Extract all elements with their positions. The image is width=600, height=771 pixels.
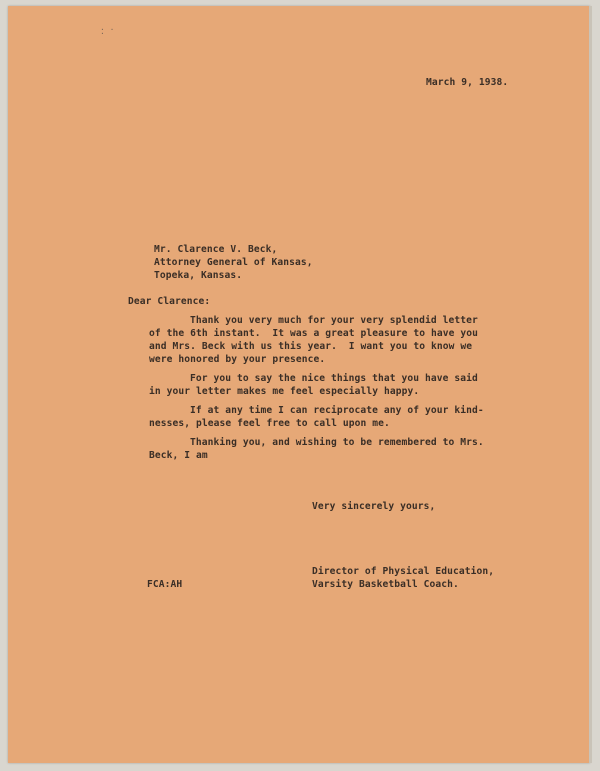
- body-line: For you to say the nice things that you have said: [190, 373, 478, 384]
- reference-initials: FCA:AH: [147, 579, 183, 590]
- body-line: Thanking you, and wishing to be remembered to Mrs.: [190, 437, 484, 448]
- recipient-line: Attorney General of Kansas,: [154, 257, 313, 268]
- signature-title-line: Director of Physical Education,: [312, 566, 495, 577]
- body-line: If at any time I can reciprocate any of your kind-: [190, 405, 484, 416]
- recipient-line: Mr. Clarence V. Beck,: [154, 244, 278, 255]
- body-line: were honored by your presence.: [149, 354, 326, 365]
- body-line: nesses, please feel free to call upon me.: [149, 418, 390, 429]
- body-line: of the 6th instant. It was a great pleasure to have you: [149, 328, 479, 339]
- letter-page: [8, 6, 590, 763]
- recipient-line: Topeka, Kansas.: [154, 270, 243, 281]
- closing: Very sincerely yours,: [312, 501, 436, 512]
- body-line: Beck, I am: [149, 450, 208, 461]
- body-line: and Mrs. Beck with us this year. I want you to know we: [149, 341, 473, 352]
- body-line: in your letter makes me feel especially happy.: [149, 386, 420, 397]
- letter-date: March 9, 1938.: [426, 77, 509, 88]
- salutation: Dear Clarence:: [128, 296, 211, 307]
- page-edge: [589, 6, 592, 763]
- signature-title-line: Varsity Basketball Coach.: [312, 579, 459, 590]
- paper-speck: . . .: [100, 23, 115, 36]
- body-line: Thank you very much for your very splendid letter: [190, 315, 478, 326]
